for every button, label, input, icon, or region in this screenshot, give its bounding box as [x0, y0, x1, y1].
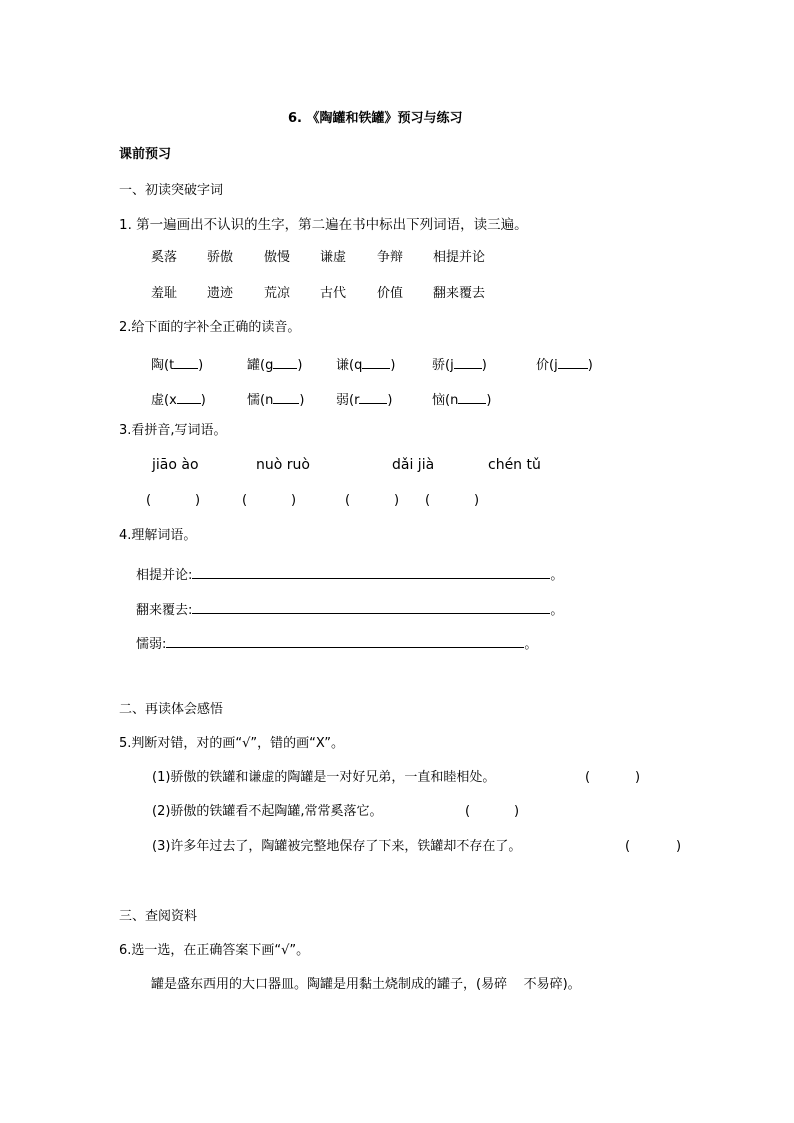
q5-close: )	[676, 839, 682, 854]
q3-close: )	[394, 493, 400, 508]
section-pre: 课前预习	[119, 147, 172, 162]
q1-word: 相提并论	[433, 250, 486, 265]
q3-pinyin: nuò ruò	[256, 457, 310, 473]
part2-heading: 二、再读体会感悟	[119, 702, 224, 717]
q2-item: 弱(r )	[336, 393, 393, 408]
q2-item: 虚(x )	[151, 393, 206, 408]
q6-line: 罐是盛东西用的大口器皿。陶罐是用黏土烧制成的罐子，(易碎 不易碎)。	[151, 977, 581, 992]
part3-heading: 三、查阅资料	[119, 909, 198, 924]
q3-close: )	[291, 493, 297, 508]
q2-item: 价(j )	[536, 358, 593, 373]
q2-item: 骄(j )	[432, 358, 487, 373]
q2-item: 谦(q )	[336, 358, 396, 373]
q4-item: 相提并论: 。	[136, 568, 564, 583]
part1-heading: 一、初读突破字词	[119, 183, 224, 198]
q5-item: (2)骄傲的铁罐看不起陶罐,常常奚落它。	[152, 804, 383, 819]
q5-open: (	[625, 839, 631, 854]
q3-open: (	[242, 493, 248, 508]
q1-word: 奚落	[151, 250, 178, 265]
q4-item: 翻来覆去: 。	[136, 603, 564, 618]
q1-word: 古代	[320, 286, 347, 301]
q2-item: 罐(g )	[247, 358, 303, 373]
q3-open: (	[425, 493, 431, 508]
q5-open: (	[585, 770, 591, 785]
q1-word: 骄傲	[207, 250, 234, 265]
q1-word: 争辩	[377, 250, 404, 265]
q5-close: )	[514, 804, 520, 819]
q4-item: 懦弱: 。	[136, 637, 538, 652]
q1-word: 谦虚	[320, 250, 347, 265]
q5-item: (3)许多年过去了，陶罐被完整地保存了下来，铁罐却不存在了。	[152, 839, 522, 854]
q5-text: 5.判断对错，对的画“√”，错的画“X”。	[119, 736, 345, 751]
q1-word: 价值	[377, 286, 404, 301]
q3-open: (	[146, 493, 152, 508]
q3-pinyin: chén tǔ	[488, 457, 541, 473]
q3-pinyin: jiāo ào	[152, 457, 199, 473]
q2-text: 2.给下面的字补全正确的读音。	[119, 320, 301, 335]
q3-pinyin: dǎi jià	[392, 457, 435, 473]
q1-word: 翻来覆去	[433, 286, 486, 301]
q1-word: 荒凉	[264, 286, 291, 301]
q4-text: 4.理解词语。	[119, 528, 197, 543]
q3-text: 3.看拼音,写词语。	[119, 423, 227, 438]
q5-item: (1)骄傲的铁罐和谦虚的陶罐是一对好兄弟，一直和睦相处。	[152, 770, 496, 785]
q2-item: 恼(n )	[432, 393, 492, 408]
q5-close: )	[635, 770, 641, 785]
q1-text: 1. 第一遍画出不认识的生字，第二遍在书中标出下列词语，读三遍。	[119, 217, 528, 233]
q1-word: 羞耻	[151, 286, 178, 301]
q3-close: )	[195, 493, 201, 508]
q5-open: (	[465, 804, 471, 819]
q1-word: 遗迹	[207, 286, 234, 301]
q1-word: 傲慢	[264, 250, 291, 265]
q2-item: 陶(t )	[151, 358, 204, 373]
page-title: 6. 《陶罐和铁罐》预习与练习	[288, 111, 463, 126]
q3-close: )	[474, 493, 480, 508]
q3-open: (	[345, 493, 351, 508]
q6-text: 6.选一选，在正确答案下画“√”。	[119, 943, 310, 958]
q2-item: 懦(n )	[247, 393, 305, 408]
